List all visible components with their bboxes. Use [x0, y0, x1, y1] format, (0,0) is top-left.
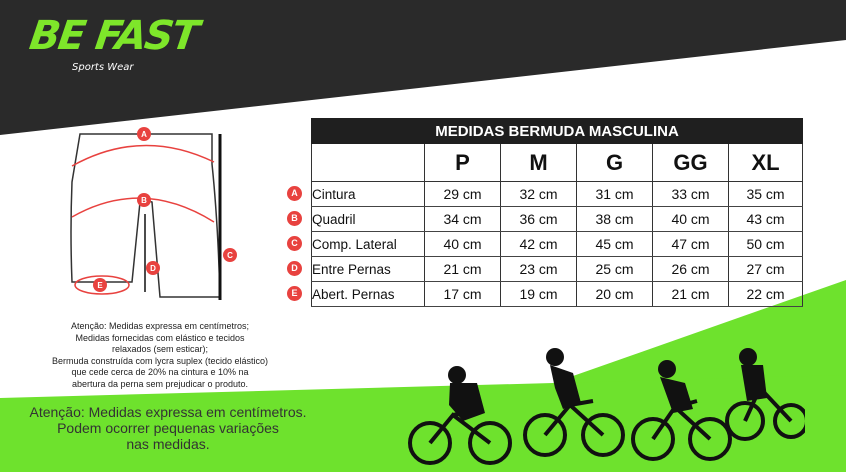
brand-logo: BE FAST	[26, 13, 201, 59]
row-badge-b: B	[287, 211, 302, 226]
table-cell: 42 cm	[501, 232, 577, 257]
table-cell: 29 cm	[425, 182, 501, 207]
table-row	[312, 257, 803, 282]
table-cell: 43 cm	[729, 207, 803, 232]
table-cell: 19 cm	[501, 282, 577, 307]
table-cell: 23 cm	[501, 257, 577, 282]
table-cell: 45 cm	[577, 232, 653, 257]
table-cell: 36 cm	[501, 207, 577, 232]
row-label: Abert. Pernas	[312, 282, 425, 307]
size-table	[311, 118, 803, 307]
table-cell: 21 cm	[653, 282, 729, 307]
table-cell: 27 cm	[729, 257, 803, 282]
table-cell: 22 cm	[729, 282, 803, 307]
row-badge-d: D	[287, 261, 302, 276]
table-cell: 31 cm	[577, 182, 653, 207]
svg-text:D: D	[150, 264, 156, 273]
table-cell: 33 cm	[653, 182, 729, 207]
table-cell: 25 cm	[577, 257, 653, 282]
row-badge-e: E	[287, 286, 302, 301]
brand-tagline: Sports Wear	[72, 62, 134, 73]
table-row	[312, 232, 803, 257]
table-cell: 47 cm	[653, 232, 729, 257]
table-row	[312, 282, 803, 307]
row-label: Cintura	[312, 182, 425, 207]
size-header: XL	[729, 144, 803, 182]
table-cell: 32 cm	[501, 182, 577, 207]
attention-note: Atenção: Medidas expressa em centímetros. Podem ocorrer pequenas variações nas medidas.	[29, 404, 307, 452]
table-cell: 40 cm	[425, 232, 501, 257]
corner-cell	[312, 144, 425, 182]
care-note: Atenção: Medidas expressa em centímetros; Medidas fornecidas com elástico e tecidos relaxados (sem esticar); Bermuda construída com lycra suplex (tecido elástico) que cede cerca de 20% na cintura e 10% na abertura da perna sem prejudicar o produto.	[51, 321, 269, 389]
size-header: M	[501, 144, 577, 182]
table-cell: 34 cm	[425, 207, 501, 232]
shorts-diagram	[62, 122, 252, 307]
row-label: Quadril	[312, 207, 425, 232]
size-header: GG	[653, 144, 729, 182]
table-cell: 38 cm	[577, 207, 653, 232]
table-title: MEDIDAS BERMUDA MASCULINA	[312, 119, 803, 144]
table-cell: 40 cm	[653, 207, 729, 232]
svg-text:B: B	[141, 196, 147, 205]
row-badge-c: C	[287, 236, 302, 251]
table-cell: 26 cm	[653, 257, 729, 282]
table-cell: 17 cm	[425, 282, 501, 307]
table-cell: 50 cm	[729, 232, 803, 257]
row-label: Entre Pernas	[312, 257, 425, 282]
table-cell: 35 cm	[729, 182, 803, 207]
table-row	[312, 207, 803, 232]
cyclists-silhouette-icon	[405, 343, 805, 468]
size-header: G	[577, 144, 653, 182]
table-row	[312, 182, 803, 207]
svg-text:A: A	[141, 130, 147, 139]
svg-text:C: C	[227, 251, 233, 260]
svg-text:E: E	[97, 281, 103, 290]
size-header: P	[425, 144, 501, 182]
table-cell: 20 cm	[577, 282, 653, 307]
table-cell: 21 cm	[425, 257, 501, 282]
row-label: Comp. Lateral	[312, 232, 425, 257]
row-badge-a: A	[287, 186, 302, 201]
